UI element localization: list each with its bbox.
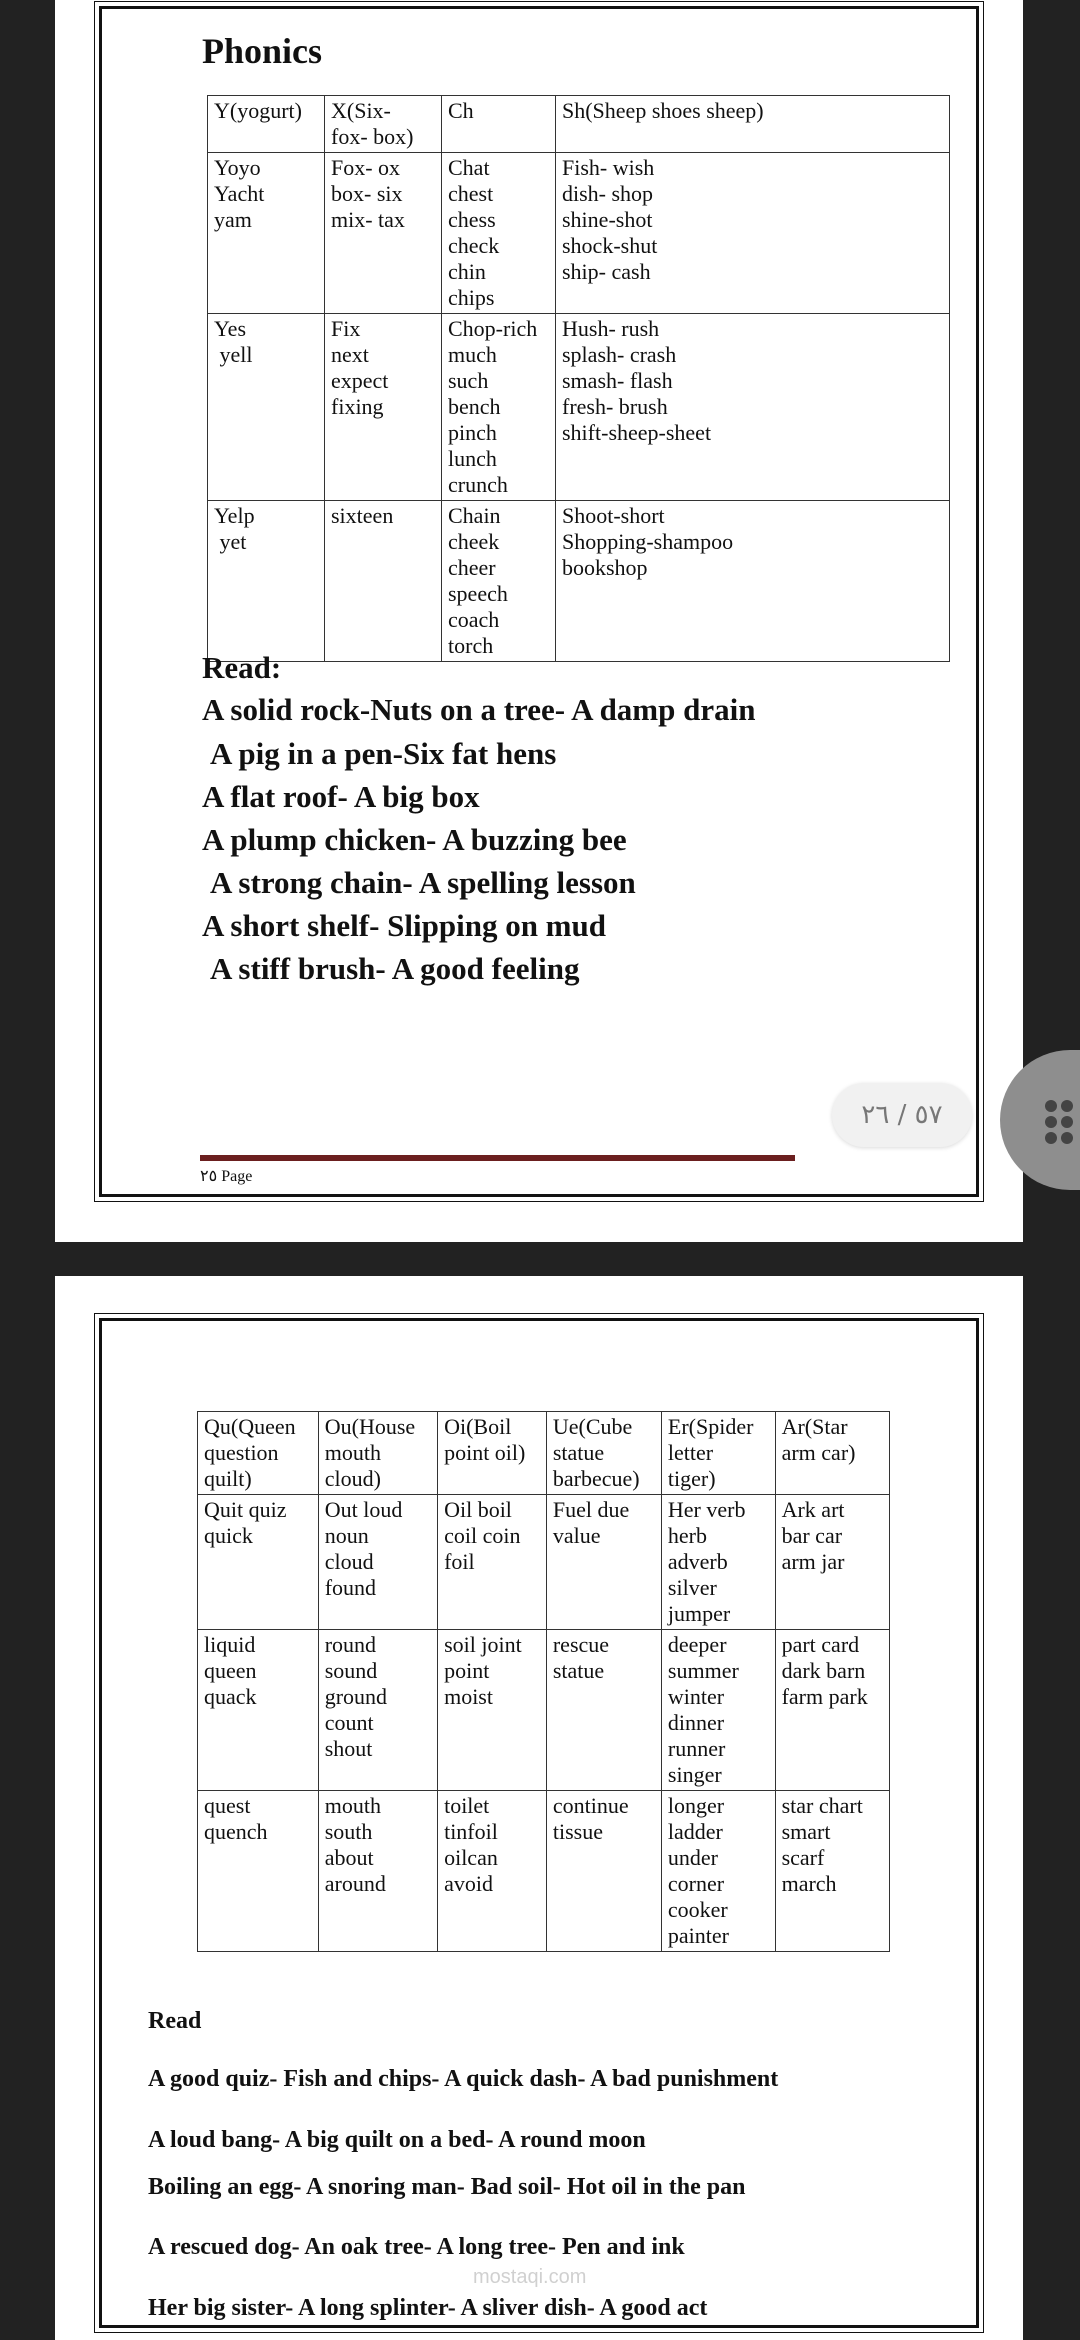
table-cell: mouth south about around <box>318 1791 437 1952</box>
table-cell: star chart smart scarf march <box>775 1791 889 1952</box>
read-line: A strong chain- A spelling lesson <box>210 865 636 900</box>
table-cell: Shoot-short Shopping-shampoo bookshop <box>556 501 950 662</box>
table-row <box>198 1791 890 1952</box>
table-cell: continue tissue <box>546 1791 661 1952</box>
read-line: A good quiz- Fish and chips- A quick dash- A bad punishment <box>148 2066 779 2092</box>
table-cell: X(Six- fox- box) <box>325 96 442 153</box>
read-line: A flat roof- A big box <box>202 779 480 814</box>
read-heading: Read <box>148 2008 202 2034</box>
table-cell: Ou(House mouth cloud) <box>318 1412 437 1495</box>
document-page-25 <box>55 0 1023 1242</box>
read-line: A short shelf- Slipping on mud <box>202 908 606 943</box>
table-cell: Er(Spider letter tiger) <box>661 1412 775 1495</box>
table-cell: Ark art bar car arm jar <box>775 1495 889 1630</box>
page-indicator: ٥٧ / ٢٦ <box>832 1083 972 1147</box>
table-cell: longer ladder under corner cooker painter <box>661 1791 775 1952</box>
read-line: Her big sister- A long splinter- A sliver dish- A good act <box>148 2295 708 2321</box>
watermark: mostaqi.com <box>473 2266 587 2288</box>
table-cell: quest quench <box>198 1791 319 1952</box>
read-heading: Read: <box>202 650 282 685</box>
table-cell: Fuel due value <box>546 1495 661 1630</box>
table-cell: rescue statue <box>546 1630 661 1791</box>
table-cell: Y(yogurt) <box>208 96 325 153</box>
table-cell: Yes yell <box>208 314 325 501</box>
page-title: Phonics <box>202 31 323 71</box>
table-row <box>198 1630 890 1791</box>
page-footer: ٢٥ Page <box>200 1168 253 1185</box>
phonics-table-1 <box>207 95 950 662</box>
footer-rule <box>200 1155 795 1161</box>
table-cell: Chat chest chess check chin chips <box>442 153 556 314</box>
table-cell: Yoyo Yacht yam <box>208 153 325 314</box>
table-cell: Fix next expect fixing <box>325 314 442 501</box>
drag-grip-icon <box>1045 1100 1073 1144</box>
table-cell: Out loud noun cloud found <box>318 1495 437 1630</box>
table-header-row <box>198 1412 890 1495</box>
table-cell: part card dark barn farm park <box>775 1630 889 1791</box>
table-cell: Yelp yet <box>208 501 325 662</box>
table-row <box>198 1495 890 1630</box>
read-line: A plump chicken- A buzzing bee <box>202 822 627 857</box>
table-row <box>208 314 950 501</box>
read-line: A loud bang- A big quilt on a bed- A round moon <box>148 2127 646 2153</box>
table-cell: toilet tinfoil oilcan avoid <box>438 1791 547 1952</box>
table-cell: Ch <box>442 96 556 153</box>
table-cell: Chop-rich much such bench pinch lunch crunch <box>442 314 556 501</box>
read-line: A stiff brush- A good feeling <box>210 951 580 986</box>
table-row <box>208 501 950 662</box>
read-line: A pig in a pen-Six fat hens <box>210 736 557 771</box>
table-cell: Ue(Cube statue barbecue) <box>546 1412 661 1495</box>
table-cell: Fox- ox box- six mix- tax <box>325 153 442 314</box>
table-cell: liquid queen quack <box>198 1630 319 1791</box>
phonics-table-2 <box>197 1411 890 1952</box>
table-cell: Oil boil coil coin foil <box>438 1495 547 1630</box>
table-cell: Fish- wish dish- shop shine-shot shock-shut ship- cash <box>556 153 950 314</box>
document-page-26 <box>55 1276 1023 2340</box>
table-cell: Ar(Star arm car) <box>775 1412 889 1495</box>
table-cell: sixteen <box>325 501 442 662</box>
table-cell: Her verb herb adverb silver jumper <box>661 1495 775 1630</box>
table-cell: Qu(Queen question quilt) <box>198 1412 319 1495</box>
read-line: A solid rock-Nuts on a tree- A damp drain <box>202 692 756 727</box>
table-cell: Oi(Boil point oil) <box>438 1412 547 1495</box>
table-cell: Sh(Sheep shoes sheep) <box>556 96 950 153</box>
read-line: Boiling an egg- A snoring man- Bad soil- Hot oil in the pan <box>148 2174 746 2200</box>
table-cell: round sound ground count shout <box>318 1630 437 1791</box>
read-line: A rescued dog- An oak tree- A long tree- Pen and ink <box>148 2234 685 2260</box>
table-header-row <box>208 96 950 153</box>
table-cell: Chain cheek cheer speech coach torch <box>442 501 556 662</box>
table-cell: soil joint point moist <box>438 1630 547 1791</box>
table-row <box>208 153 950 314</box>
table-cell: Hush- rush splash- crash smash- flash fresh- brush shift-sheep-sheet <box>556 314 950 501</box>
table-cell: Quit quiz quick <box>198 1495 319 1630</box>
table-cell: deeper summer winter dinner runner singer <box>661 1630 775 1791</box>
